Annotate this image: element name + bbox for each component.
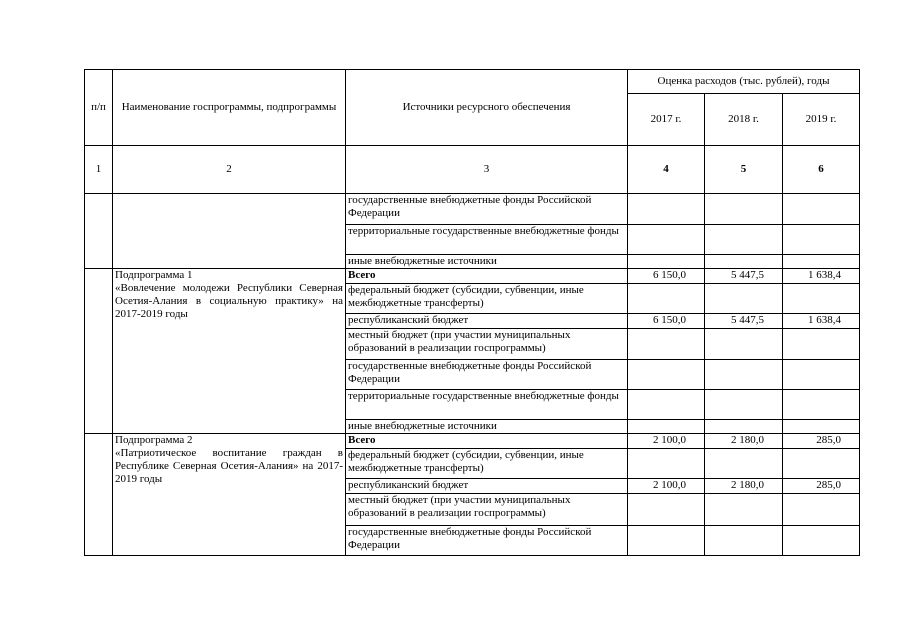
col-number-4: 4 [628,146,705,194]
sub2-republic-2018: 2 180,0 [705,479,783,494]
col-number-2: 2 [113,146,346,194]
sub1-total-2018: 5 447,5 [705,269,783,284]
top-source-3: иные внебюджетные источники [346,255,628,269]
sub2-cell [628,494,705,526]
sub1-cell [705,390,783,420]
sub1-source-territorial-funds: территориальные государственные внебюджетные фонды [346,390,628,420]
sub1-cell [705,284,783,314]
header-year-2019: 2019 г. [783,94,860,146]
sub1-total-2019: 1 638,4 [783,269,860,284]
col-number-5: 5 [705,146,783,194]
sub2-cell [705,494,783,526]
sub2-cell [783,494,860,526]
budget-table [84,69,860,556]
sub1-source-republic: республиканский бюджет [346,314,628,329]
top-cell [783,255,860,269]
sub1-description: «Вовлечение молодежи Республики Северная Осетия-Алания в социальную практику» на 2017-2019 годы [115,282,343,320]
sub1-cell [783,390,860,420]
sub2-cell [628,526,705,556]
sub2-republic-2019: 285,0 [783,479,860,494]
col-number-3: 3 [346,146,628,194]
sub1-name [113,269,346,434]
sub1-republic-2019: 1 638,4 [783,314,860,329]
sub2-source-federal: федеральный бюджет (субсидии, субвенции, иные межбюджетные трансферты) [346,449,628,479]
sub1-source-local: местный бюджет (при участии муниципальных образований в реализации госпрограммы) [346,329,628,360]
sub2-description: «Патриотическое воспитание граждан в Республике Северная Осетия-Алания» на 2017-2019 годы [115,447,343,485]
sub2-source-total: Всего [346,434,628,449]
header-estimate: Оценка расходов (тыс. рублей), годы [628,70,860,94]
header-year-2017: 2017 г. [628,94,705,146]
top-cell [783,194,860,225]
top-cell [628,255,705,269]
top-block-name [113,194,346,269]
sub1-republic-2017: 6 150,0 [628,314,705,329]
sub1-cell [705,360,783,390]
sub1-cell [628,329,705,360]
header-source: Источники ресурсного обеспечения [346,70,628,146]
header-year-2018: 2018 г. [705,94,783,146]
sub2-cell [628,449,705,479]
sub1-republic-2018: 5 447,5 [705,314,783,329]
sub1-cell [628,284,705,314]
sub1-cell [783,420,860,434]
sub2-num [85,434,113,556]
sub1-source-state-funds: государственные внебюджетные фонды Российской Федерации [346,360,628,390]
col-number-6: 6 [783,146,860,194]
sub1-cell [628,360,705,390]
sub1-source-other: иные внебюджетные источники [346,420,628,434]
top-cell [705,225,783,255]
sub1-cell [783,329,860,360]
sub1-cell [628,420,705,434]
sub2-source-republic: республиканский бюджет [346,479,628,494]
sub2-source-state-funds: государственные внебюджетные фонды Российской Федерации [346,526,628,556]
sub2-title: Подпрограмма 2 [115,434,193,446]
col-number-1: 1 [85,146,113,194]
sub1-cell [705,329,783,360]
top-cell [705,194,783,225]
sub1-cell [783,284,860,314]
sub1-title: Подпрограмма 1 [115,269,193,281]
sub1-cell [783,360,860,390]
sub2-name [113,434,346,556]
header-num: п/п [85,70,113,146]
top-source-2: территориальные государственные внебюджетные фонды [346,225,628,255]
header-name: Наименование госпрограммы, подпрограммы [113,70,346,146]
sub1-source-federal: федеральный бюджет (субсидии, субвенции, иные межбюджетные трансферты) [346,284,628,314]
sub1-source-total: Всего [346,269,628,284]
sub1-cell [628,390,705,420]
sub2-cell [783,449,860,479]
sub2-total-2017: 2 100,0 [628,434,705,449]
sub2-total-2018: 2 180,0 [705,434,783,449]
sub2-republic-2017: 2 100,0 [628,479,705,494]
top-cell [628,194,705,225]
sub2-cell [705,449,783,479]
top-cell [705,255,783,269]
top-cell [628,225,705,255]
sub1-cell [705,420,783,434]
top-source-1: государственные внебюджетные фонды Российской Федерации [346,194,628,225]
sub2-source-local: местный бюджет (при участии муниципальных образований в реализации госпрограммы) [346,494,628,526]
sub1-num [85,269,113,434]
sub2-cell [783,526,860,556]
top-block-num [85,194,113,269]
top-cell [783,225,860,255]
sub1-total-2017: 6 150,0 [628,269,705,284]
sub2-cell [705,526,783,556]
sub2-total-2019: 285,0 [783,434,860,449]
